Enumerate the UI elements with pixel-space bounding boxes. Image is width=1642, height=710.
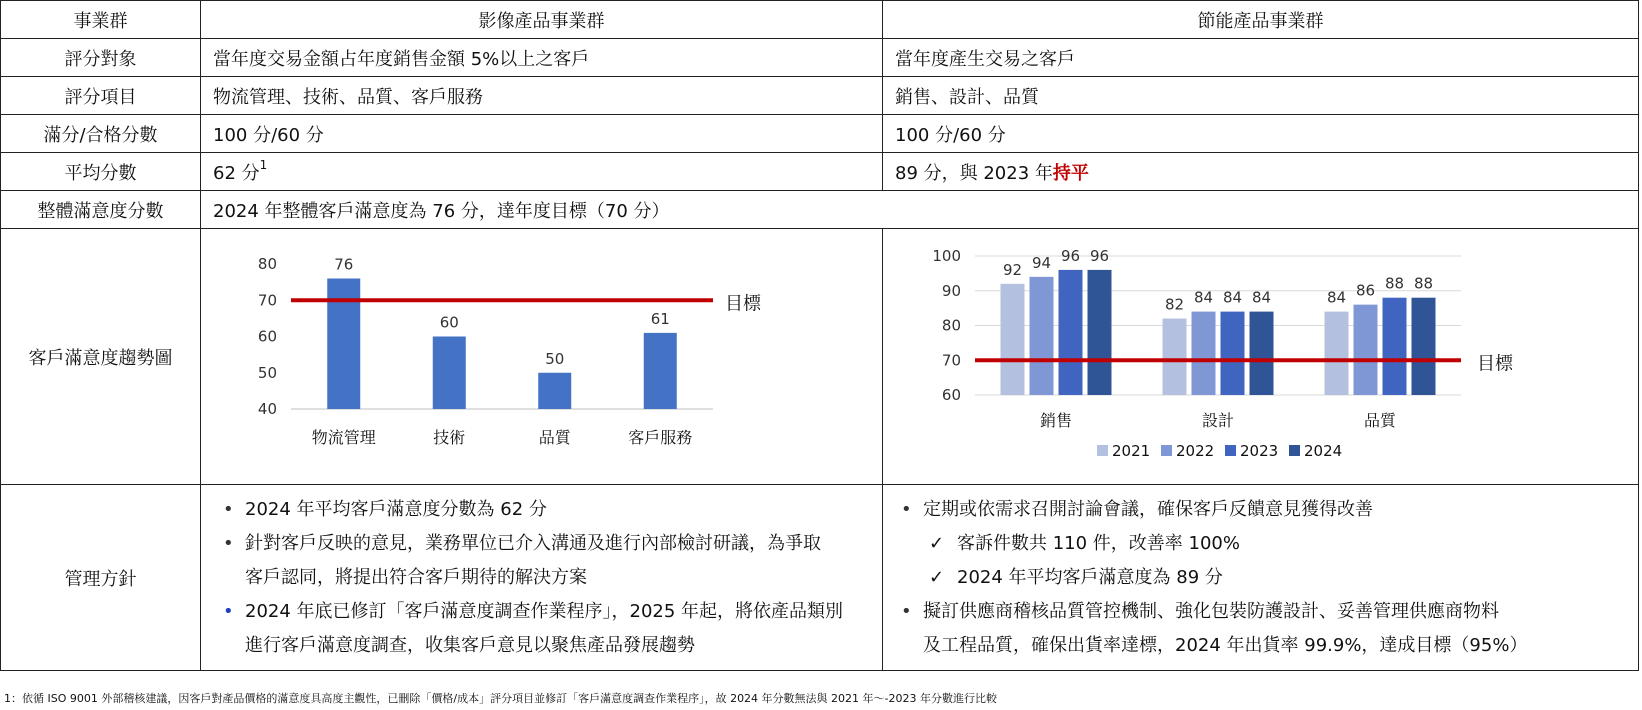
- target-label: 目標: [1477, 353, 1513, 375]
- data-label: 60: [439, 313, 459, 332]
- policy-line: 擬訂供應商稽核品質管控機制、強化包裝防護設計、妥善管理供應商物料: [923, 600, 1499, 622]
- bar: [1001, 284, 1025, 395]
- imaging-chart: [201, 229, 883, 479]
- y-tick-label: 100: [932, 247, 961, 265]
- row-overall: [1, 191, 1639, 229]
- data-label: 61: [650, 309, 670, 328]
- y-tick-label: 50: [257, 363, 277, 382]
- imaging-value: 當年度交易金額占年度銷售金額 5%以上之客戶: [201, 39, 883, 77]
- x-tick-label: 物流管理: [311, 428, 376, 447]
- data-label: 96: [1089, 246, 1110, 265]
- policy-subitem: ✓ 客訴件數共 110 件，改善率 100%: [895, 527, 1632, 561]
- row-label: 客戶滿意度趨勢圖: [1, 229, 201, 485]
- y-tick-label: 90: [941, 281, 961, 300]
- row-items: [1, 77, 1639, 115]
- bar: [644, 333, 677, 409]
- data-label: 88: [1413, 274, 1434, 293]
- row-label: 平均分數: [1, 153, 201, 191]
- row-trend: [1, 229, 1639, 485]
- bar: [1325, 312, 1349, 395]
- imaging-value: 100 分/60 分: [201, 115, 883, 153]
- data-label: 92: [1002, 260, 1023, 279]
- data-label: 94: [1031, 253, 1052, 272]
- y-tick-label: 70: [257, 291, 277, 310]
- policy-line: 2024 年底已修訂「客戶滿意度調查作業程序」，2025 年起，將依產品類別: [245, 600, 844, 622]
- row-policy: [1, 485, 1639, 671]
- bar: [327, 279, 360, 410]
- data-label: 86: [1355, 281, 1376, 300]
- flat-highlight: 持平: [1052, 162, 1089, 184]
- data-label: 76: [334, 255, 354, 274]
- row-average: [1, 153, 1639, 191]
- header-imaging: 影像產品事業群: [201, 1, 883, 39]
- bar: [1221, 312, 1245, 395]
- policy-item: [895, 595, 1632, 663]
- footnote: 1：依循 ISO 9001 外部稽核建議，因客戶對產品價格的滿意度具高度主觀性，已刪除「價格/成本」評分項目並修訂「客戶滿意度調查作業程序」，故 2024 年分數無法與 2021 年～-2023 年分數進行比較: [4, 692, 998, 705]
- policy-line: 及工程品質，確保出貨率達標，2024 年出貨率 99.9%，達成目標（95%）: [923, 634, 1528, 656]
- legend-swatch: [1225, 445, 1236, 456]
- legend-swatch: [1097, 445, 1108, 456]
- row-label: 評分項目: [1, 77, 201, 115]
- bar: [538, 373, 571, 409]
- legend-label: 2021: [1112, 442, 1151, 460]
- x-tick-label: 設計: [1201, 411, 1235, 430]
- imaging-policy-list: [217, 493, 876, 663]
- x-tick-label: 品質: [1363, 411, 1397, 430]
- bar: [1059, 270, 1083, 395]
- x-tick-label: 技術: [433, 428, 466, 447]
- y-tick-label: 70: [941, 351, 961, 370]
- policy-item: • 定期或依需求召開討論會議，確保客戶反饋意見獲得改善: [895, 493, 1632, 527]
- legend-label: 2024: [1304, 442, 1343, 460]
- y-tick-label: 80: [941, 316, 961, 335]
- energy-value: [883, 153, 1639, 191]
- bar: [1030, 277, 1054, 395]
- data-label: 88: [1384, 274, 1405, 293]
- policy-line: 針對客戶反映的意見，業務單位已介入溝通及進行內部檢討研議，為爭取: [245, 532, 821, 554]
- row-label: 評分對象: [1, 39, 201, 77]
- bar: [1163, 319, 1187, 395]
- bar: [1383, 298, 1407, 395]
- data-label: 84: [1251, 288, 1272, 307]
- energy-chart-cell: [883, 229, 1639, 485]
- legend-swatch: [1289, 445, 1300, 456]
- bar: [1192, 312, 1216, 395]
- y-tick-label: 60: [941, 386, 961, 404]
- imaging-average: 62 分: [213, 162, 260, 184]
- energy-value: 銷售、設計、品質: [883, 77, 1639, 115]
- policy-item: [217, 527, 876, 595]
- data-label: 84: [1326, 288, 1347, 307]
- bar: [1088, 270, 1112, 395]
- imaging-policy: [201, 485, 883, 671]
- data-label: 84: [1222, 288, 1243, 307]
- energy-policy-list: [895, 493, 1632, 663]
- energy-policy: [883, 485, 1639, 671]
- policy-item: [217, 595, 876, 663]
- x-tick-label: 品質: [538, 428, 571, 447]
- x-tick-label: 銷售: [1039, 411, 1073, 430]
- row-label: 整體滿意度分數: [1, 191, 201, 229]
- imaging-value: [201, 153, 883, 191]
- data-label: 96: [1060, 246, 1081, 265]
- bar: [433, 337, 466, 410]
- energy-value: 當年度產生交易之客戶: [883, 39, 1639, 77]
- legend-swatch: [1161, 445, 1172, 456]
- imaging-value: 物流管理、技術、品質、客戶服務: [201, 77, 883, 115]
- policy-subitem: ✓ 2024 年平均客戶滿意度為 89 分: [895, 561, 1632, 595]
- bar: [1354, 305, 1378, 395]
- header-energy: 節能產品事業群: [883, 1, 1639, 39]
- energy-chart: [883, 229, 1639, 479]
- imaging-chart-cell: [201, 229, 883, 485]
- y-tick-label: 40: [257, 400, 277, 418]
- y-tick-label: 80: [257, 255, 277, 273]
- policy-line: 進行客戶滿意度調查，收集客戶意見以聚焦產品發展趨勢: [245, 634, 695, 656]
- data-label: 84: [1193, 288, 1214, 307]
- header-group: 事業群: [1, 1, 201, 39]
- overall-value: 2024 年整體客戶滿意度為 76 分，達年度目標（70 分）: [201, 191, 1639, 229]
- bar: [1412, 298, 1436, 395]
- policy-line: 客戶認同，將提出符合客戶期待的解決方案: [245, 566, 587, 588]
- row-label: 管理方針: [1, 485, 201, 671]
- target-label: 目標: [725, 293, 761, 315]
- footnote-ref: 1: [259, 157, 268, 172]
- policy-item: • 2024 年平均客戶滿意度分數為 62 分: [217, 493, 876, 527]
- data-label: 50: [545, 349, 565, 368]
- row-label: 滿分/合格分數: [1, 115, 201, 153]
- row-target: [1, 39, 1639, 77]
- header-row: [1, 1, 1639, 39]
- legend-label: 2023: [1240, 442, 1279, 460]
- bar: [1250, 312, 1274, 395]
- x-tick-label: 客戶服務: [628, 428, 693, 447]
- data-label: 82: [1164, 295, 1185, 314]
- y-tick-label: 60: [257, 327, 277, 346]
- row-scores: [1, 115, 1639, 153]
- legend-label: 2022: [1176, 442, 1215, 460]
- energy-average: 89 分，與 2023 年: [895, 162, 1053, 184]
- energy-value: 100 分/60 分: [883, 115, 1639, 153]
